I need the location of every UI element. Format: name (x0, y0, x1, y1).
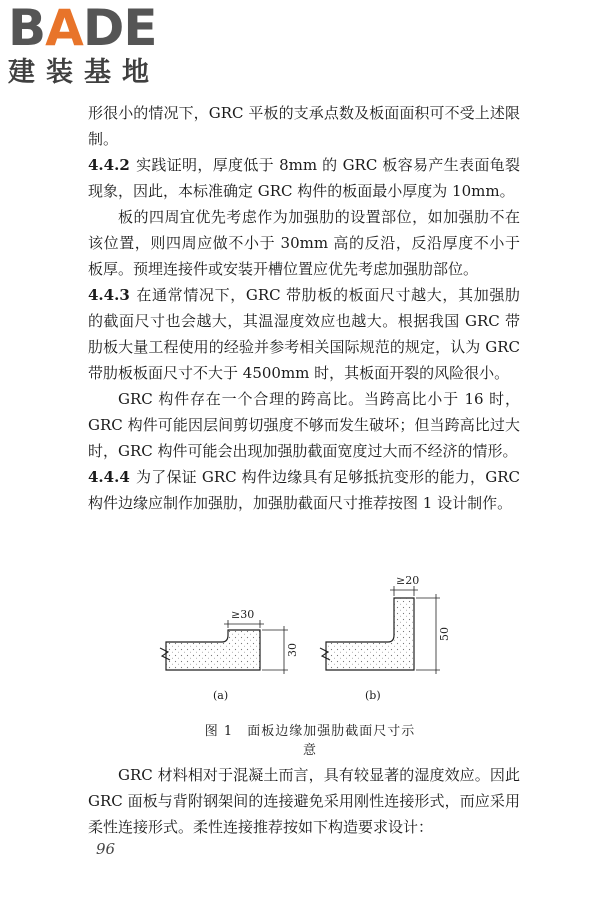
paragraph-text: 形很小的情况下，GRC 平板的支承点数及板面面积可不受上述限制。 (88, 104, 520, 148)
section-b-drawing (320, 574, 451, 674)
paragraph (88, 100, 520, 152)
figure-label-a: (a) (213, 689, 229, 702)
logo-letter: D (82, 0, 124, 57)
clause-number: 4.4.4 (88, 468, 130, 486)
paragraph (88, 386, 520, 464)
paragraph (88, 464, 520, 516)
page-number: 96 (96, 840, 116, 858)
clause-number: 4.4.3 (88, 286, 130, 304)
paragraph (88, 204, 520, 282)
logo-wordmark (8, 0, 157, 57)
figure-label-b: (b) (365, 689, 381, 702)
paragraph-text: 为了保证 GRC 构件边缘具有足够抵抗变形的能力，GRC 构件边缘应制作加强肋，加强肋截面尺寸推荐按图 1 设计制作。 (88, 468, 520, 512)
paragraph-text: 板的四周宜优先考虑作为加强肋的设置部位，如加强肋不在该位置，则四周应做不小于 30mm 高的反沿，反沿厚度不小于板厚。预埋连接件或安装开槽位置应优先考虑加强肋部位。 (88, 208, 520, 278)
dimension-width: ≥30 (231, 608, 255, 621)
body-text-top (88, 100, 520, 516)
dimension-height: 50 (438, 627, 451, 641)
dimension-width: ≥20 (396, 574, 420, 587)
logo (8, 0, 178, 88)
section-a-drawing (160, 608, 299, 674)
rib-section-figure (150, 570, 460, 720)
body-text-bottom (88, 762, 520, 840)
logo-letter: B (8, 0, 46, 57)
paragraph (88, 282, 520, 386)
dimension-height: 30 (286, 643, 299, 657)
logo-letter: E (123, 0, 157, 57)
paragraph-text: GRC 构件存在一个合理的跨高比。当跨高比小于 16 时，GRC 构件可能因层间剪切强度不够而发生破坏；但当跨高比过大时，GRC 构件可能会出现加强肋截面宽度过大而不经济的情形。 (88, 390, 520, 460)
paragraph-text: 在通常情况下，GRC 带肋板的板面尺寸越大，其加强肋的截面尺寸也会越大，其温湿度效应也越大。根据我国 GRC 带肋板大量工程使用的经验并参考相关国际规范的规定，认为 GRC 带肋板板面尺寸不大于 4500mm 时，其板面开裂的风险很小。 (88, 286, 520, 382)
logo-subtitle: 建装基地 (8, 57, 160, 88)
paragraph (88, 762, 520, 840)
paragraph-text: GRC 材料相对于混凝土而言，具有较显著的湿度效应。因此 GRC 面板与背附钢架间的连接避免采用刚性连接形式，而应采用柔性连接形式。柔性连接推荐按如下构造要求设计： (88, 766, 520, 836)
logo-letter-accent: A (45, 0, 83, 57)
paragraph (88, 152, 520, 204)
figure-caption: 图 1 面板边缘加强肋截面尺寸示意 (204, 724, 416, 758)
paragraph-text: 实践证明，厚度低于 8mm 的 GRC 板容易产生表面龟裂现象，因此，本标准确定 GRC 构件的板面最小厚度为 10mm。 (88, 156, 520, 200)
clause-number: 4.4.2 (88, 156, 130, 174)
